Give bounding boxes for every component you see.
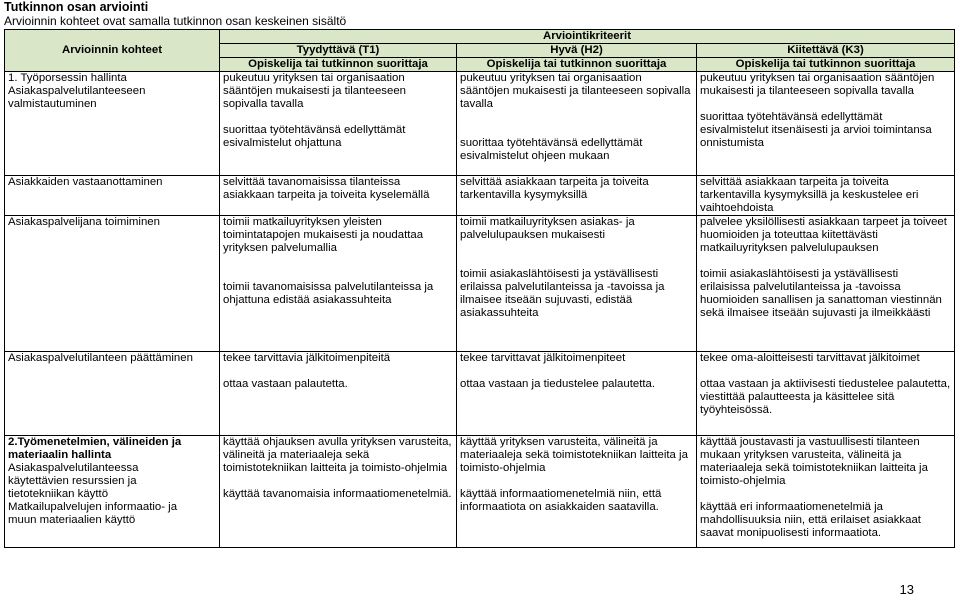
- criterion-text: pukeutuu yrityksen tai organisaation sääntöjen mukaisesti ja tilanteeseen sopivalla tavalla: [460, 72, 691, 110]
- performer-k3-header: Opiskelija tai tutkinnon suorittaja: [697, 58, 955, 72]
- criteria-h2-cell: [457, 436, 697, 548]
- table-row: [5, 176, 955, 216]
- criteria-t1-cell: [220, 216, 457, 352]
- criteria-k3-cell: [697, 216, 955, 352]
- target-line: Asiakaspalvelutilanteeseen: [8, 85, 146, 97]
- criterion-text: toimii asiakaslähtöisesti ja ystävällisesti erilaissa palvelutilanteissa ja -tavoissa ja ilmaisee itseään sujuvasti, edistää asiakassuhteita: [460, 268, 665, 319]
- criteria-h2-cell: [457, 352, 697, 436]
- assessment-target: [5, 436, 220, 548]
- criterion-text: tekee tarvittavat jälkitoimenpiteet: [460, 352, 626, 364]
- criterion-text: palvelee yksilöllisesti asiakkaan tarpeet ja toiveet huomioiden ja toteuttaa kiitettävästi matkailuyrityksen palvelulupauksen: [700, 216, 947, 254]
- target-line: Asiakaspalvelutilanteessa: [8, 462, 139, 474]
- assessment-target: Asiakkaiden vastaanottaminen: [5, 176, 220, 216]
- criterion-text: ottaa vastaan ja aktiivisesti tiedustelee palautetta, viestittää palautteesta ja käsittelee sitä työyhteisössä.: [700, 378, 951, 416]
- target-section-title: materiaalin hallinta: [8, 449, 112, 461]
- criterion-text: käyttää eri informaatiomenetelmiä ja mahdollisuuksia niin, että erilaiset asiakkaat saavat monipuolisesti informaatiota.: [700, 501, 921, 539]
- criterion-text: ottaa vastaan palautetta.: [223, 378, 348, 390]
- criteria-h2-cell: [457, 72, 697, 176]
- criteria-k3-cell: [697, 352, 955, 436]
- criterion-text: toimii matkailuyrityksen asiakas- ja palvelulupauksen mukaisesti: [460, 216, 635, 241]
- table-row: [5, 352, 955, 436]
- criterion-text: suorittaa työtehtävänsä edellyttämät esivalmistelut ohjeen mukaan: [460, 137, 643, 162]
- level-k3-header: Kiitettävä (K3): [697, 44, 955, 58]
- criteria-t1-cell: [220, 352, 457, 436]
- table-row: [5, 216, 955, 352]
- table-row: [5, 436, 955, 548]
- level-t1-header: Tyydyttävä (T1): [220, 44, 457, 58]
- target-line: muun materiaalien käyttö: [8, 514, 136, 526]
- targets-header: Arvioinnin kohteet: [5, 44, 220, 58]
- target-section-title: 2.Työmenetelmien, välineiden ja: [8, 436, 182, 448]
- criterion-text: toimii matkailuyrityksen yleisten toimintatapojen mukaisesti ja noudattaa yrityksen palvelumallia: [223, 216, 424, 254]
- criteria-k3-cell: [697, 72, 955, 176]
- criterion-text: suorittaa työtehtävänsä edellyttämät esivalmistelut ohjattuna: [223, 124, 406, 149]
- document-title: Tutkinnon osan arviointi: [4, 0, 149, 14]
- criterion-text: pukeutuu yrityksen tai organisaation sääntöjen mukaisesti ja tilanteeseen sopivalla tavalla: [700, 72, 935, 97]
- criterion-text: toimii tavanomaisissa palvelutilanteissa ja ohjattuna edistää asiakassuhteita: [223, 281, 434, 306]
- criteria-k3-cell: selvittää asiakkaan tarpeita ja toiveita tarkentavilla kysymyksillä ja keskustelee eri vaihtoehdoista: [697, 176, 955, 216]
- assessment-target: [5, 72, 220, 176]
- criterion-text: suorittaa työtehtävänsä edellyttämät esivalmistelut itsenäisesti ja arvioi toimintansa onnistumista: [700, 111, 932, 149]
- criteria-t1-cell: [220, 436, 457, 548]
- performer-t1-header: Opiskelija tai tutkinnon suorittaja: [220, 58, 457, 72]
- criterion-text: tekee oma-aloitteisesti tarvittavat jälkitoimet: [700, 352, 920, 364]
- assessment-target: Asiakaspalvelutilanteen päättäminen: [5, 352, 220, 436]
- targets-header-bottom: [5, 58, 220, 72]
- criteria-t1-cell: [220, 72, 457, 176]
- assessment-table: [4, 29, 955, 548]
- criterion-text: tekee tarvittavia jälkitoimenpiteitä: [223, 352, 391, 364]
- target-section-title: 1. Työporsessin hallinta: [8, 72, 127, 84]
- page-number: 13: [899, 582, 914, 597]
- criteria-k3-cell: [697, 436, 955, 548]
- target-line: käytettävien resurssien ja: [8, 475, 137, 487]
- criteria-h2-cell: selvittää asiakkaan tarpeita ja toiveita tarkentavilla kysymyksillä: [457, 176, 697, 216]
- performer-h2-header: Opiskelija tai tutkinnon suorittaja: [457, 58, 697, 72]
- criterion-text: käyttää ohjauksen avulla yrityksen varusteita, välineitä ja materiaaleja sekä toimistotekniikan laitteita ja toimisto-ohjelmia: [223, 436, 452, 474]
- table-row: [5, 72, 955, 176]
- criterion-text: toimii asiakaslähtöisesti ja ystävällisesti erilaisissa palvelutilanteissa ja -tavoissa huomioiden sanallisen ja sanattoman viestinnän sekä ilmaisee itseään sujuvasti ja ilmeikkäästi: [700, 268, 942, 319]
- criterion-text: käyttää joustavasti ja vastuullisesti tilanteen mukaan yrityksen varusteita, välineitä ja materiaaleja sekä toimistotekniikan laitteita ja toimisto-ohjelmia: [700, 436, 928, 487]
- target-line: Matkailupalvelujen informaatio- ja: [8, 501, 178, 513]
- targets-header-spacer: [5, 30, 220, 44]
- criterion-text: käyttää informaatiomenetelmiä niin, että informaatiota on asiakkaiden saatavilla.: [460, 488, 662, 513]
- level-h2-header: Hyvä (H2): [457, 44, 697, 58]
- criterion-text: käyttää yrityksen varusteita, välineitä ja materiaaleja sekä toimistotekniikan laitteita ja toimisto-ohjelmia: [460, 436, 688, 474]
- assessment-target: Asiakaspalvelijana toimiminen: [5, 216, 220, 352]
- target-line: valmistautuminen: [8, 98, 97, 110]
- criteria-header: Arviointikriteerit: [220, 30, 955, 44]
- criterion-text: ottaa vastaan ja tiedustelee palautetta.: [460, 378, 656, 390]
- criterion-text: käyttää tavanomaisia informaatiomenetelmiä.: [223, 488, 452, 500]
- criteria-h2-cell: [457, 216, 697, 352]
- criterion-text: pukeutuu yrityksen tai organisaation sääntöjen mukaisesti ja tilanteeseen sopivalla tavalla: [223, 72, 406, 110]
- criteria-t1-cell: selvittää tavanomaisissa tilanteissa asiakkaan tarpeita ja toiveita kyselemällä: [220, 176, 457, 216]
- target-line: tietotekniikan käyttö: [8, 488, 109, 500]
- document-subtitle: Arvioinnin kohteet ovat samalla tutkinnon osan keskeinen sisältö: [4, 14, 347, 28]
